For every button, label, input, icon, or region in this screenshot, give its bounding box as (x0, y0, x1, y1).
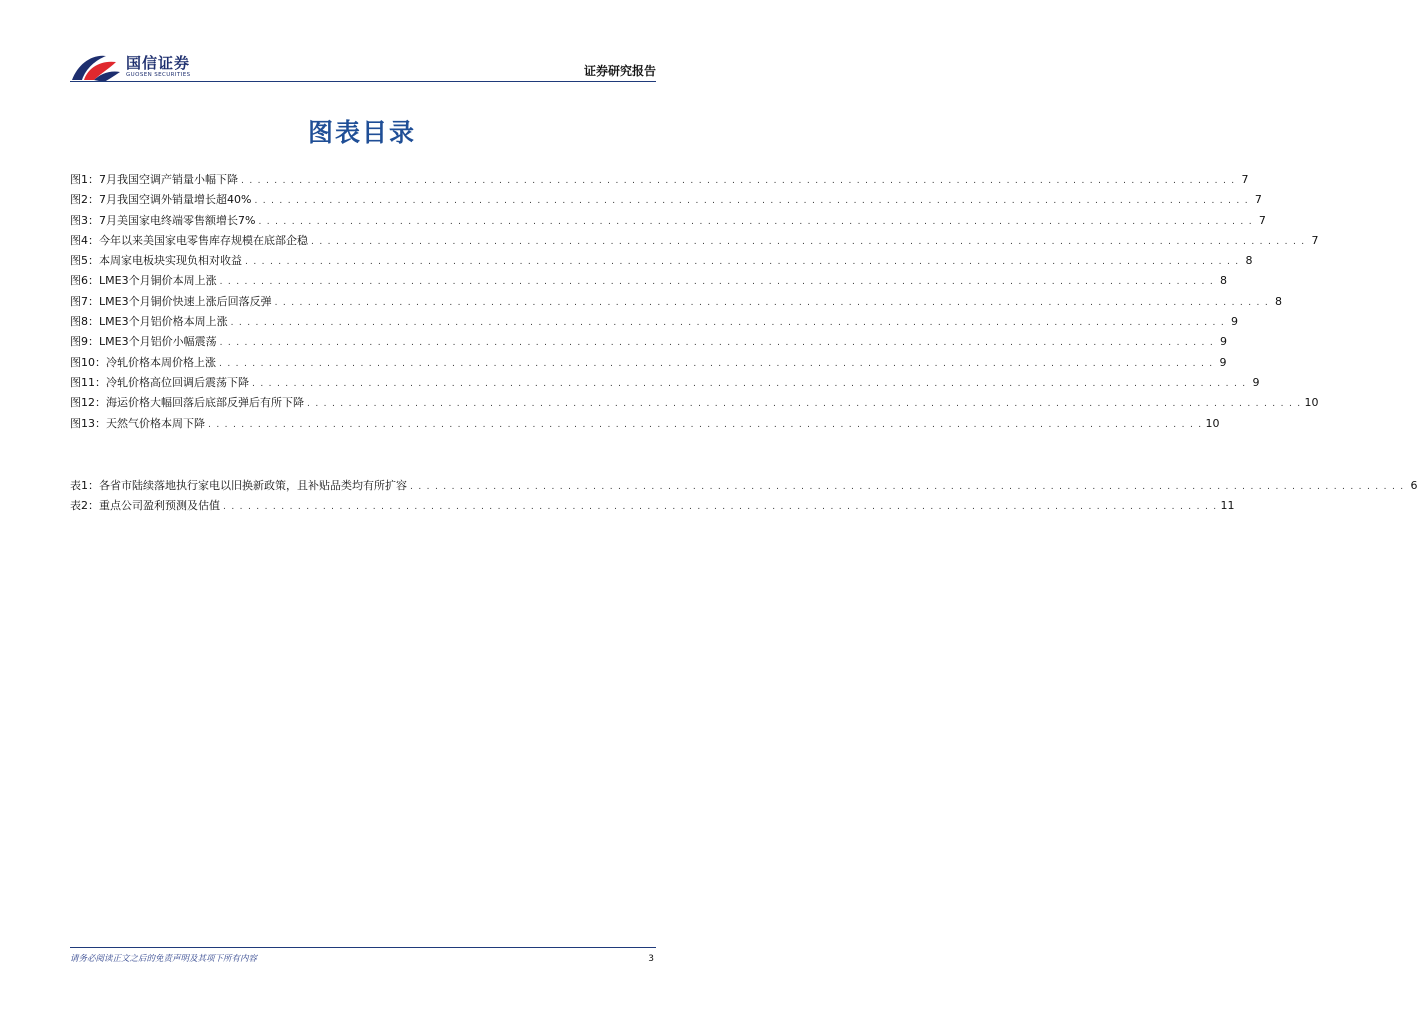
toc-entry-page: 9 (1231, 315, 1239, 329)
toc-entry-page: 9 (1220, 335, 1228, 349)
figure-toc-entry[interactable] (70, 271, 1228, 291)
toc-entry-label: 图13： (70, 416, 106, 430)
report-type-label: 证券研究报告 (583, 64, 656, 78)
table-toc-entry[interactable] (70, 476, 1417, 496)
page-header (0, 0, 724, 90)
dot-leader: . . . . . . . . . . . . . . . . . . . . . . . . . . . . . . . . . . . . . . . . . . . . . . . . . . . . . . . . . . . . . . . . . . . . . . . . . . . . . . . . . . . . . . . . . . . . . . . . . . . . . . . . . . . . . . . . . . . . . . . . (274, 297, 1270, 308)
page-title: 图表目录 (307, 118, 416, 147)
toc-entry-page: 9 (1219, 355, 1227, 369)
dot-leader: . . . . . . . . . . . . . . . . . . . . . . . . . . . . . . . . . . . . . . . . . . . . . . . . . . . . . . . . . . . . . . . . . . . . . . . . . . . . . . . . . . . . . . . . . . . . . . . . . . . . . . . . . . . . . . . . . . . . . . . . (230, 318, 1226, 329)
toc-entry-title: LME3个月铝价格本周上涨 (99, 315, 228, 329)
figure-toc-entry[interactable] (70, 211, 1266, 231)
toc-entry-label: 图11： (70, 375, 106, 389)
dot-leader: . . . . . . . . . . . . . . . . . . . . . . . . . . . . . . . . . . . . . . . . . . . . . . . . . . . . . . . . . . . . . . . . . . . . . . . . . . . . . . . . . . . . . . . . . . . . . . . . . . . . . . . . . . . . . . . . . . . . . . . . (410, 482, 1405, 492)
toc-entry-page: 10 (1304, 396, 1319, 410)
toc-entry-label: 表1： (70, 479, 99, 492)
toc-entry-label: 图6： (70, 274, 99, 288)
figure-toc-entry[interactable] (70, 373, 1260, 393)
dot-leader: . . . . . . . . . . . . . . . . . . . . . . . . . . . . . . . . . . . . . . . . . . . . . . . . . . . . . . . . . . . . . . . . . . . . . . . . . . . . . . . . . . . . . . . . . . . . . . . . . . . . . . . . . . . . . . . . . . . . . . . . (208, 419, 1203, 430)
toc-entry-label: 图8： (70, 315, 99, 329)
dot-leader: . . . . . . . . . . . . . . . . . . . . . . . . . . . . . . . . . . . . . . . . . . . . . . . . . . . . . . . . . . . . . . . . . . . . . . . . . . . . . . . . . . . . . . . . . . . . . . . . . . . . . . . . . . . . . . . . . . . . . . . . (219, 277, 1215, 288)
dot-leader: . . . . . . . . . . . . . . . . . . . . . . . . . . . . . . . . . . . . . . . . . . . . . . . . . . . . . . . . . . . . . . . . . . . . . . . . . . . . . . . . . . . . . . . . . . . . . . . . . . . . . . . . . . . . . . . . . . . . . . . . (245, 257, 1240, 268)
figure-toc-entry[interactable] (70, 414, 1220, 434)
toc-entry-label: 图10： (70, 355, 106, 369)
toc-entry-title: LME3个月铜价快速上涨后回落反弹 (99, 294, 272, 308)
figure-toc-entry[interactable] (70, 190, 1262, 210)
toc-entry-title: 7月我国空调产销量小幅下降 (99, 173, 238, 186)
toc-entry-title: 今年以来美国家电零售库存规模在底部企稳 (99, 233, 308, 247)
toc-entry-label: 图3： (70, 213, 99, 227)
figure-toc-entry[interactable] (70, 393, 1319, 413)
dot-leader: . . . . . . . . . . . . . . . . . . . . . . . . . . . . . . . . . . . . . . . . . . . . . . . . . . . . . . . . . . . . . . . . . . . . . . . . . . . . . . . . . . . . . . . . . . . . . . . . . . . . . . . . . . . . . . . . . . . . . . . . (241, 176, 1236, 186)
toc-entry-page: 10 (1205, 416, 1220, 430)
figure-toc-entry[interactable] (70, 353, 1227, 373)
guosen-logo-mark-icon (70, 50, 122, 84)
toc-entry-label: 图9： (70, 335, 99, 349)
toc-entry-title: 天然气价格本周下降 (106, 416, 205, 430)
toc-entry-page: 11 (1220, 499, 1235, 513)
dot-leader: . . . . . . . . . . . . . . . . . . . . . . . . . . . . . . . . . . . . . . . . . . . . . . . . . . . . . . . . . . . . . . . . . . . . . . . . . . . . . . . . . . . . . . . . . . . . . . . . . . . . . . . . . . . . . . . . . . . . . . . . (223, 502, 1218, 513)
toc-entry-label: 图4： (70, 233, 99, 247)
toc-entry-label: 表2： (70, 499, 99, 513)
dot-leader: . . . . . . . . . . . . . . . . . . . . . . . . . . . . . . . . . . . . . . . . . . . . . . . . . . . . . . . . . . . . . . . . . . . . . . . . . . . . . . . . . . . . . . . . . . . . . . . . . . . . . . . . . . . . . . . . . . . . . . . . (219, 358, 1214, 369)
toc-entry-title: 冷轧价格本周价格上涨 (106, 355, 216, 369)
figure-toc-entry[interactable] (70, 170, 1249, 190)
toc-entry-label: 图1： (70, 173, 99, 186)
figure-toc-entry[interactable] (70, 251, 1253, 271)
toc-entry-page: 9 (1252, 375, 1260, 389)
toc-entry-page: 7 (1241, 173, 1249, 186)
figure-toc-entry[interactable] (70, 231, 1319, 251)
toc-entry-title: 7月我国空调外销量增长超40% (99, 193, 252, 207)
figure-toc-entry[interactable] (70, 312, 1239, 332)
toc-entry-label: 图5： (70, 254, 99, 268)
dot-leader: . . . . . . . . . . . . . . . . . . . . . . . . . . . . . . . . . . . . . . . . . . . . . . . . . . . . . . . . . . . . . . . . . . . . . . . . . . . . . . . . . . . . . . . . . . . . . . . . . . . . . . . . . . . . . . . . . . . . . . . . (254, 196, 1249, 207)
table-list (70, 476, 1417, 517)
dot-leader: . . . . . . . . . . . . . . . . . . . . . . . . . . . . . . . . . . . . . . . . . . . . . . . . . . . . . . . . . . . . . . . . . . . . . . . . . . . . . . . . . . . . . . . . . . . . . . . . . . . . . . . . . . . . . . . . . . . . . . . . (311, 236, 1306, 247)
toc-entry-title: 海运价格大幅回落后底部反弹后有所下降 (106, 396, 304, 410)
dot-leader: . . . . . . . . . . . . . . . . . . . . . . . . . . . . . . . . . . . . . . . . . . . . . . . . . . . . . . . . . . . . . . . . . . . . . . . . . . . . . . . . . . . . . . . . . . . . . . . . . . . . . . . . . . . . . . . . . . . . . . . . (219, 338, 1215, 349)
toc-entry-title: 冷轧价格高位回调后震荡下降 (106, 375, 249, 389)
figure-toc-entry[interactable] (70, 292, 1283, 312)
toc-entry-page: 7 (1258, 213, 1266, 227)
toc-entry-title: 本周家电板块实现负相对收益 (99, 254, 242, 268)
toc-entry-label: 图12： (70, 396, 106, 410)
toc-entry-page: 8 (1275, 294, 1283, 308)
page-number: 3 (648, 954, 654, 964)
toc-entry-page: 8 (1220, 274, 1228, 288)
dot-leader: . . . . . . . . . . . . . . . . . . . . . . . . . . . . . . . . . . . . . . . . . . . . . . . . . . . . . . . . . . . . . . . . . . . . . . . . . . . . . . . . . . . . . . . . . . . . . . . . . . . . . . . . . . . . . . . . . . . . . . . . (258, 216, 1253, 227)
header-divider (70, 81, 656, 82)
toc-entry-title: LME3个月铜价本周上涨 (99, 274, 217, 288)
toc-entry-title: 各省市陆续落地执行家电以旧换新政策，且补贴品类均有所扩容 (99, 479, 407, 492)
figure-list (70, 170, 1319, 434)
toc-entry-page: 7 (1311, 233, 1319, 247)
toc-entry-page: 7 (1254, 193, 1262, 207)
toc-entry-page: 6 (1410, 479, 1417, 492)
toc-entry-title: LME3个月铝价小幅震荡 (99, 335, 217, 349)
toc-entry-label: 图7： (70, 294, 99, 308)
logo-english-name: GUOSEN SECURITIES (126, 72, 191, 78)
figure-toc-entry[interactable] (70, 332, 1228, 352)
table-toc-entry[interactable] (70, 496, 1235, 516)
guosen-logo (70, 50, 210, 84)
dot-leader: . . . . . . . . . . . . . . . . . . . . . . . . . . . . . . . . . . . . . . . . . . . . . . . . . . . . . . . . . . . . . . . . . . . . . . . . . . . . . . . . . . . . . . . . . . . . . . . . . . . . . . . . . . . . . . . . . . . . . . . . (252, 378, 1247, 389)
toc-entry-label: 图2： (70, 193, 99, 207)
toc-entry-page: 8 (1245, 254, 1253, 268)
toc-entry-title: 重点公司盈利预测及估值 (99, 499, 220, 513)
logo-chinese-name: 国信证券 (126, 54, 191, 72)
dot-leader: . . . . . . . . . . . . . . . . . . . . . . . . . . . . . . . . . . . . . . . . . . . . . . . . . . . . . . . . . . . . . . . . . . . . . . . . . . . . . . . . . . . . . . . . . . . . . . . . . . . . . . . . . . . . . . . . . . . . . . . . (307, 399, 1302, 410)
toc-entry-title: 7月美国家电终端零售额增长7% (99, 213, 256, 227)
disclaimer-note: 请务必阅读正文之后的免责声明及其项下所有内容 (70, 954, 258, 964)
footer-divider (70, 947, 656, 948)
